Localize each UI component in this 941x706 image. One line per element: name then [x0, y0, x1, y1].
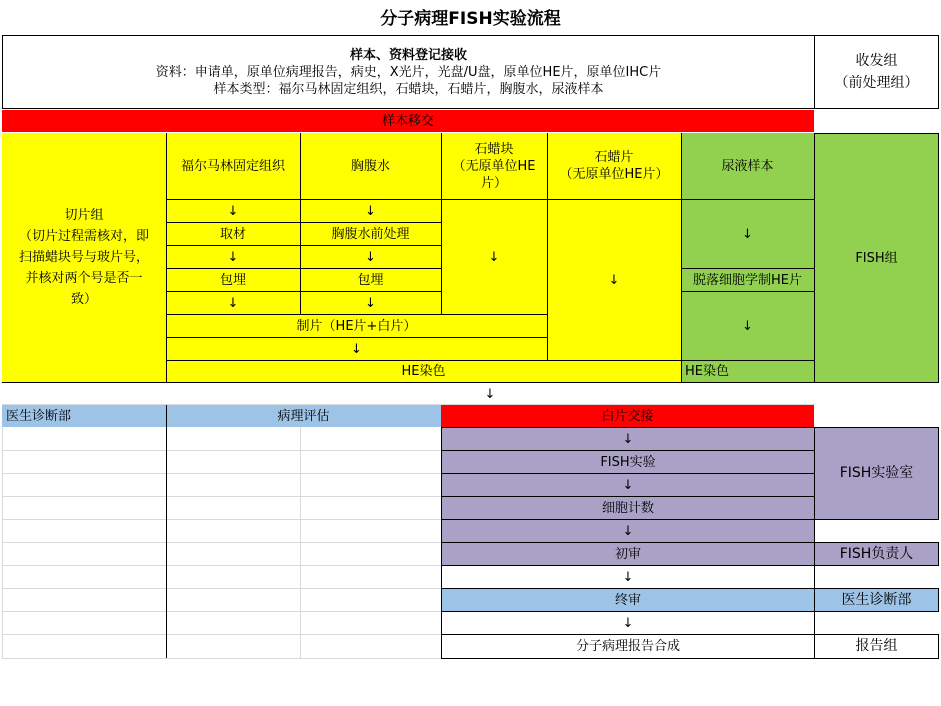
report-group: 报告组 [814, 634, 939, 659]
sample-transfer-bar: 样本移交 [2, 110, 814, 132]
arrow-effusion-3: ↓ [365, 295, 376, 311]
col-paraffin-slide-note: （无原单位HE片） [559, 167, 669, 182]
arrow-paraffin-slide: ↓ [608, 272, 620, 288]
fish-experiment: FISH实验 [441, 450, 815, 474]
pathology-evaluation: 病理评估 [166, 405, 441, 427]
col-paraffin-slide [547, 133, 681, 199]
registration-sample-types: 样本类型：福尔马林固定组织，石蜡块，石蜡片，胸腹水，尿液样本 [213, 81, 604, 97]
arrow-effusion-1: ↓ [365, 203, 376, 219]
step-effusion-pre: 胸腹水前处理 [331, 226, 410, 242]
slicing-group-note-2: 扫描蜡块号与玻片号， [18, 250, 149, 265]
slicing-group-note-4: 致） [70, 292, 97, 307]
registration-block [2, 35, 815, 109]
arrow-final-1: ↓ [441, 565, 815, 589]
receiving-group-sub: （前处理组） [834, 75, 919, 91]
step-urine-he: 脱落细胞学制HE片 [693, 272, 802, 288]
col-paraffin-block [441, 133, 547, 199]
receiving-group-name: 收发组 [855, 53, 898, 69]
cell-count: 细胞计数 [441, 496, 815, 520]
arrow-fish-1: ↓ [441, 427, 815, 451]
col-effusion: 胸腹水 [350, 158, 390, 174]
arrow-to-evaluation: ↓ [484, 386, 496, 402]
arrow-formalin-2: ↓ [227, 249, 239, 265]
step-sampling: 取材 [219, 226, 246, 242]
step-embedding-formalin: 包埋 [219, 272, 246, 288]
step-urine-stain: HE染色 [685, 364, 729, 379]
doctor-dept: 医生诊断部 [2, 405, 166, 427]
col-urine: 尿液样本 [721, 158, 774, 174]
white-slide-handover: 白片交接 [441, 405, 814, 427]
col-paraffin-block-note-1: （无原单位HE [452, 158, 536, 174]
slicing-group [2, 133, 166, 382]
arrow-urine-2: ↓ [742, 318, 753, 334]
arrow-paraffin-block: ↓ [488, 249, 500, 265]
arrow-urine-1: ↓ [742, 226, 753, 242]
step-sectioning: 制片（HE片+白片） [296, 318, 417, 334]
arrow-effusion-2: ↓ [365, 249, 376, 265]
report-synthesis: 分子病理报告合成 [441, 634, 815, 659]
arrow-sectioning: ↓ [351, 341, 362, 357]
registration-heading: 样本、资料登记接收 [349, 47, 467, 63]
slicing-group-note-3: 并核对两个号是否一 [25, 271, 143, 286]
first-review: 初审 [441, 542, 815, 566]
col-paraffin-block-note-2: 片） [480, 175, 507, 191]
final-review: 终审 [441, 588, 815, 612]
registration-materials: 资料：申请单，原单位病理报告，病史，X光片，光盘/U盘，原单位HE片，原单位IHC片 [155, 64, 662, 80]
page-title: 分子病理FISH实验流程 [380, 8, 561, 29]
col-formalin: 福尔马林固定组织 [180, 158, 285, 174]
slicing-group-name: 切片组 [64, 208, 104, 223]
arrow-final-2: ↓ [441, 611, 815, 635]
col-paraffin-slide-name: 石蜡片 [594, 150, 634, 165]
step-embedding-effusion: 包埋 [357, 272, 384, 288]
slicing-group-note-1: （切片过程需核对，即 [18, 229, 149, 244]
step-he-stain: HE染色 [401, 364, 446, 379]
doctor-dept-final: 医生诊断部 [814, 588, 939, 612]
fish-lead: FISH负责人 [814, 542, 939, 566]
arrow-fish-3: ↓ [441, 519, 815, 543]
arrow-formalin-1: ↓ [227, 203, 239, 219]
receiving-group [814, 35, 939, 109]
arrow-formalin-3: ↓ [227, 295, 239, 311]
fish-group: FISH组 [814, 133, 939, 383]
fish-lab: FISH实验室 [814, 427, 939, 520]
col-paraffin-block-name: 石蜡块 [474, 141, 514, 157]
arrow-fish-2: ↓ [441, 473, 815, 497]
